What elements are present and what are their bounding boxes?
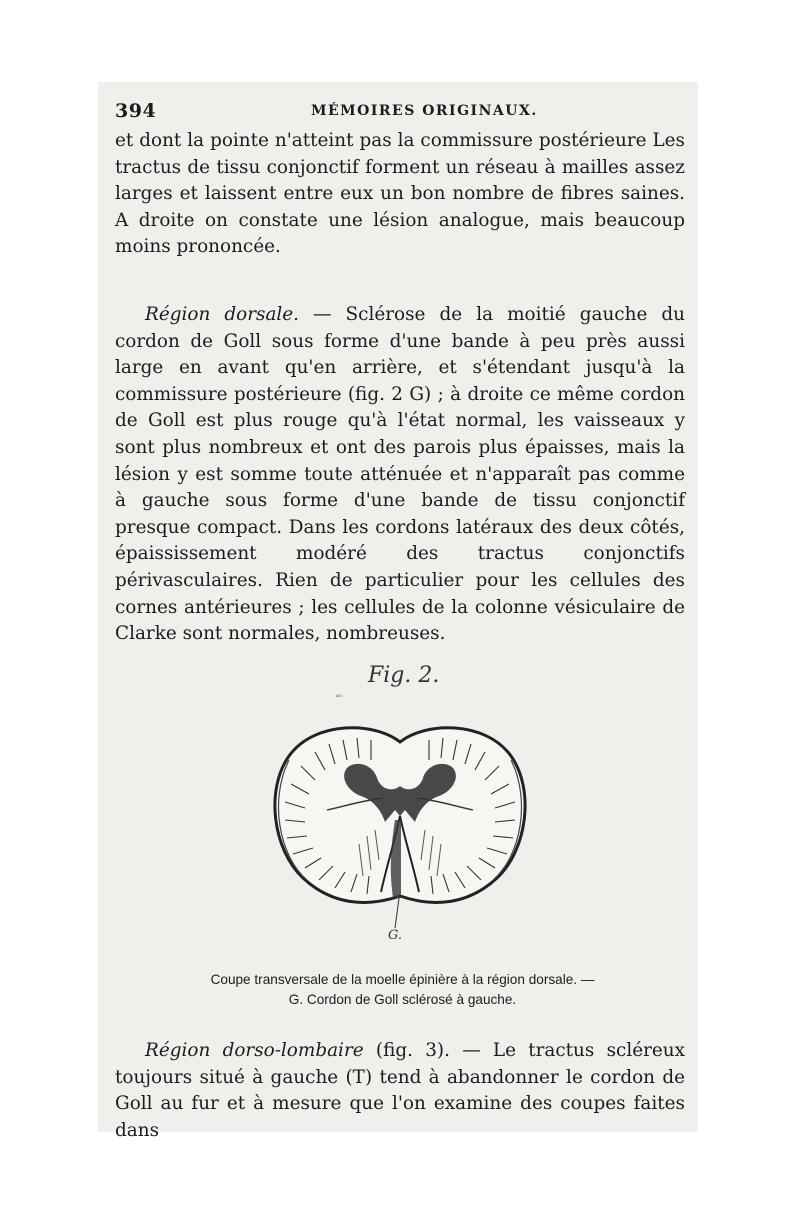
figure-letter-g: G.	[388, 928, 403, 943]
paragraph-body-dorsale: — Sclérose de la moitié gauche du cordon de Goll sous forme d'une bande à peu près aussi large en avant qu'en arrière, et s'étendant jusqu'à la commissure postérieure (fig. 2 G) ; à droite ce même cordon de Goll est plus rouge qu'à l'état normal, les vaisseaux y sont plus nombreux et ont des parois plus épaisses, mais la lésion y est somme toute atténuée et n'apparaît pas comme à gauche sous forme d'une bande de tissu conjonctif presque compact. Dans les cordons latéraux des deux côtés, épaississement modéré des tractus conjonctifs périvasculaires. Rien de particulier pour les cellules des cornes antérieures ; les cellules de la colonne vésiculaire de Clarke sont normales, nombreuses.	[115, 304, 686, 645]
paragraph-region-dorso-lombaire	[115, 1038, 685, 1144]
figure-caption	[125, 970, 680, 1010]
caption-line-2: G. Cordon de Goll sclérosé à gauche.	[288, 992, 517, 1007]
page-header	[115, 100, 685, 126]
paragraph-region-dorsale	[115, 302, 685, 648]
g-pointer-line	[395, 898, 399, 928]
stray-mark: ᵃᶜ	[336, 693, 343, 703]
paragraph-continued: et dont la pointe n'atteint pas la commissure postérieure Les tractus de tissu conjonctif forment un réseau à mailles assez larges et laissent entre eux un bon nombre de fibres saines. A droite on constate une lésion analogue, mais beaucoup moins prononcée.	[115, 130, 685, 258]
page-number: 394	[115, 100, 157, 122]
section-heading-dorsale: Région dorsale.	[145, 304, 300, 325]
running-title: MÉMOIRES ORIGINAUX.	[311, 103, 538, 119]
paragraph-body-dorso-lombaire: (fig. 3). — Le tractus scléreux toujours situé à gauche (T) tend à abandonner le cordon de Goll au fur et à mesure que l'on examine des coupes faites dans	[115, 1040, 685, 1141]
spinal-cord-section-drawing	[255, 660, 545, 960]
figure-label: Fig. 2.	[368, 663, 440, 688]
figure-2	[255, 660, 545, 960]
caption-line-1: Coupe transversale de la moelle épinière à la région dorsale. —	[210, 972, 595, 987]
section-heading-dorso-lombaire: Région dorso-lombaire	[145, 1040, 364, 1061]
